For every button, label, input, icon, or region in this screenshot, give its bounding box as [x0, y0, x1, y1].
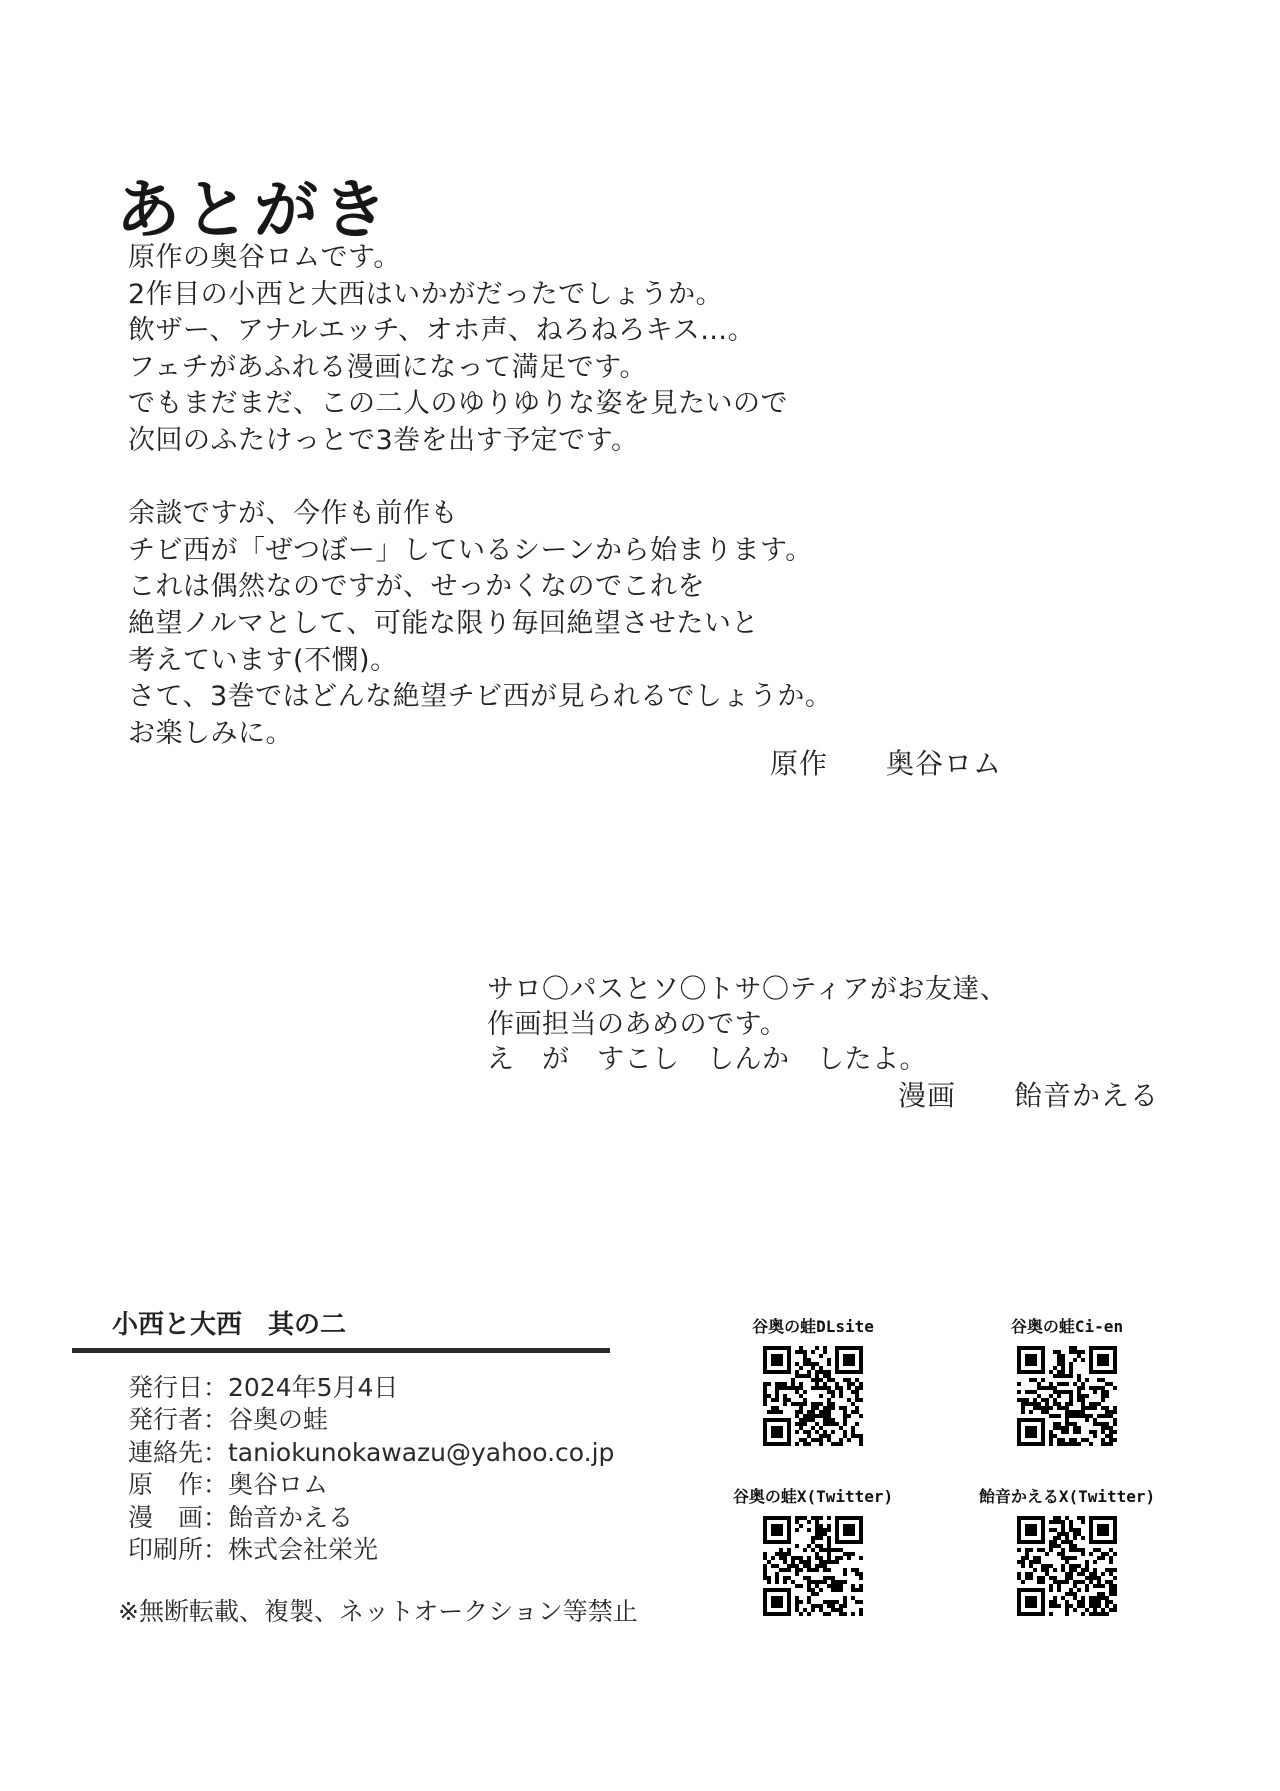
author-note-line: 原作の奥谷ロムです。 — [128, 242, 401, 273]
artist-credit: 漫画 飴音かえる — [898, 1079, 1160, 1112]
qr-label: 谷奥の蛙Ci-en — [1010, 1317, 1124, 1336]
colophon-title: 小西と大西 其の二 — [112, 1310, 347, 1340]
qr-label: 飴音かえるX(Twitter) — [978, 1487, 1156, 1506]
qr-label: 谷奥の蛙X(Twitter) — [732, 1487, 894, 1506]
colophon-row-original: 原 作：奥谷ロム — [128, 1470, 329, 1500]
author-note-line: 絶望ノルマとして、可能な限り毎回絶望させたいと — [128, 607, 759, 639]
copyright-notice: ※無断転載、複製、ネットオークション等禁止 — [118, 1597, 638, 1626]
author-note-line: チビ西が「ぜつぼー」しているシーンから始まります。 — [128, 534, 813, 566]
author-note-line: さて、3巻ではどんな絶望チビ西が見られるでしょうか。 — [128, 681, 833, 713]
author-note-line: お楽しみに。 — [128, 717, 293, 749]
colophon-row-manga: 漫 画：飴音かえる — [128, 1502, 354, 1532]
author-note-line: 余談ですが、今作も前作も — [128, 498, 458, 530]
artist-note — [487, 972, 1007, 1077]
artist-note-line: サロ〇パスとソ〇トサ〇ティアがお友達、 — [487, 974, 1008, 1005]
qr-item-dlsite — [703, 1314, 923, 1446]
author-note-line: 飲ザー、アナルエッチ、オホ声、ねろねろキス…。 — [128, 315, 756, 347]
author-note-line: 2作目の小西と大西はいかがだったでしょうか。 — [128, 278, 724, 310]
artist-note-line: 作画担当のあめのです。 — [487, 1009, 788, 1040]
original-author-credit: 原作 奥谷ロム — [770, 747, 1003, 780]
author-note — [128, 240, 832, 752]
colophon-row-publisher: 発行者：谷奥の蛙 — [128, 1405, 329, 1435]
qr-code-image — [1017, 1516, 1117, 1616]
qr-code-image — [1017, 1346, 1117, 1446]
colophon-divider — [72, 1348, 610, 1353]
author-note-line: でもまだまだ、この二人のゆりゆりな姿を見たいので — [128, 388, 788, 420]
author-note-line: 考えています(不憫)。 — [128, 644, 398, 676]
colophon-row-contact: 連絡先：taniokunokawazu@yahoo.co.jp — [128, 1437, 615, 1467]
qr-code-image — [763, 1516, 863, 1616]
colophon-row-printer: 印刷所：株式会社栄光 — [128, 1535, 379, 1565]
author-note-line: これは偶然なのですが、せっかくなのでこれを — [128, 571, 705, 603]
qr-item-taniokuno-twitter — [703, 1484, 923, 1616]
colophon — [128, 1372, 614, 1566]
qr-item-cien — [957, 1314, 1177, 1446]
qr-code-image — [763, 1346, 863, 1446]
colophon-row-publish-date: 発行日：2024年5月4日 — [128, 1373, 399, 1402]
author-note-line: 次回のふたけっとで3巻を出す予定です。 — [128, 424, 639, 456]
author-note-line — [128, 460, 832, 497]
qr-item-amene-twitter — [957, 1484, 1177, 1616]
author-note-line: フェチがあふれる漫画になって満足です。 — [128, 351, 647, 383]
qr-label: 谷奥の蛙DLsite — [752, 1317, 874, 1336]
artist-note-line: え が すこし しんか したよ。 — [487, 1044, 927, 1075]
page-title: あとがき — [116, 173, 392, 248]
